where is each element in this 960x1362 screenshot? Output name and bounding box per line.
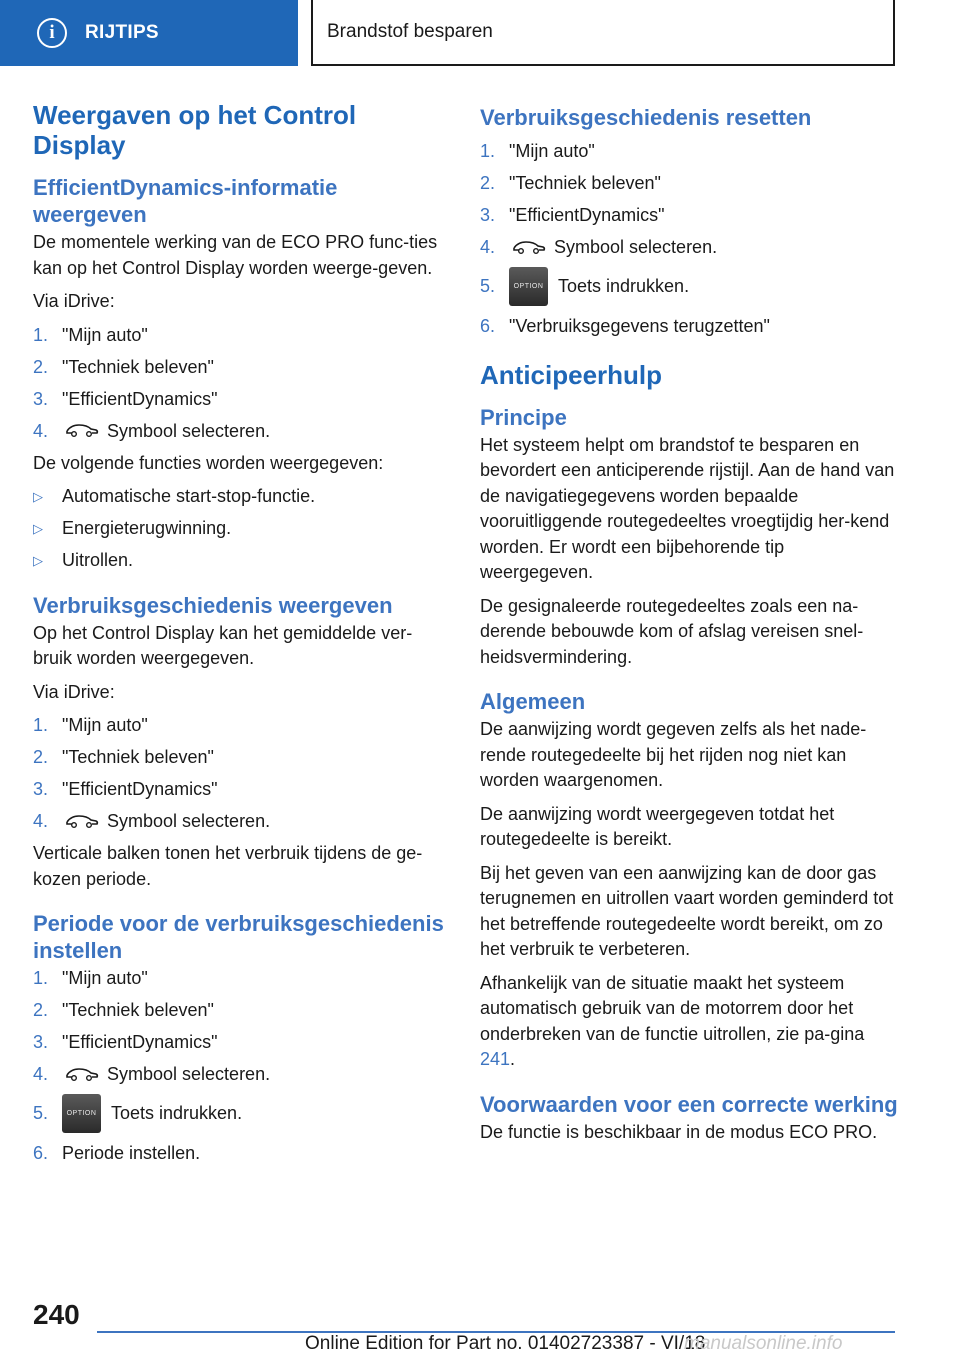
heading-algemeen: Algemeen <box>480 689 586 714</box>
step-text: "Techniek beleven" <box>62 356 214 377</box>
step-number: 1. <box>33 324 49 345</box>
list-item <box>480 203 898 229</box>
car-efficientdynamics-icon <box>512 239 546 257</box>
step-text: Symbool selecteren. <box>107 811 271 831</box>
step-number: 4. <box>33 420 49 441</box>
heading-weergaven: Weergaven op het Control Display <box>33 100 357 160</box>
step-number: 6. <box>33 1143 49 1163</box>
paragraph: De aanwijzing wordt weergegeven totdat het routegedeelte is bereikt. <box>480 803 835 849</box>
chapter-title: Brandstof besparen <box>311 0 895 66</box>
step-number: 3. <box>480 205 496 225</box>
step-text: Toets indrukken. <box>558 275 690 296</box>
step-number: 3. <box>33 388 49 409</box>
step-text: "EfficientDynamics" <box>62 388 218 409</box>
bullet-text: Uitrollen. <box>62 550 134 570</box>
left-column <box>33 100 451 1173</box>
list-item <box>33 998 451 1024</box>
list-item <box>480 267 898 306</box>
triangle-bullet-icon: ▷ <box>33 489 43 504</box>
list-item <box>33 777 451 803</box>
list-item <box>33 548 451 574</box>
page-number: 240 <box>33 1299 80 1330</box>
step-number: 1. <box>480 141 496 161</box>
step-number: 2. <box>33 356 49 377</box>
right-column <box>480 100 898 1153</box>
steps-list <box>33 713 451 835</box>
heading-efficientdynamics: EfficientDynamics-informatie weergeven <box>33 175 338 227</box>
bullet-text: Automatische start-stop-functie. <box>62 486 316 506</box>
list-item <box>33 713 451 739</box>
list-item <box>33 419 451 445</box>
paragraph: De functie is beschikbaar in de modus ECO PRO. <box>480 1121 878 1142</box>
list-item <box>480 314 898 340</box>
section-label: RIJTIPS <box>85 22 159 43</box>
paragraph <box>480 971 898 1073</box>
paragraph: Het systeem helpt om brandstof te besparen en bevordert een anticiperende rijstijl. Aan de hand van de navigatiegegevens worden bepaalde vooruitliggende routegedeeltes vroegtijdig her-kend worden. Er wordt een bijbehorende tip weergegeven. <box>480 434 895 582</box>
car-efficientdynamics-icon <box>65 1066 99 1084</box>
step-number: 4. <box>33 811 49 831</box>
list-item <box>33 966 451 992</box>
triangle-bullet-icon: ▷ <box>33 553 43 568</box>
steps-list <box>33 323 451 445</box>
step-text: "EfficientDynamics" <box>509 205 665 225</box>
step-text: "Techniek beleven" <box>62 1000 214 1020</box>
list-item <box>33 387 451 413</box>
info-icon: i <box>37 18 67 48</box>
section-tab <box>0 0 298 66</box>
step-number: 4. <box>33 1064 49 1084</box>
step-text: "EfficientDynamics" <box>62 1032 218 1052</box>
option-button-icon: OPTION <box>62 1094 101 1133</box>
edition-text: Online Edition for Part no. 01402723387 - VI/18 <box>305 1333 706 1354</box>
bullet-list <box>33 484 451 574</box>
paragraph-text: . <box>510 1049 516 1069</box>
watermark-brand: manualsonline.info <box>684 1333 843 1354</box>
paragraph: De momentele werking van de ECO PRO func-ties kan op het Control Display worden weerge-geven. <box>33 232 438 278</box>
page-link[interactable]: 241 <box>480 1049 511 1069</box>
paragraph: Verticale balken tonen het verbruik tijdens de ge-kozen periode. <box>33 843 423 889</box>
heading-verbruik-weergeven: Verbruiksgeschiedenis weergeven <box>33 592 393 618</box>
step-number: 2. <box>33 747 49 767</box>
page-header <box>0 0 960 66</box>
paragraph: De volgende functies worden weergegeven: <box>33 452 384 473</box>
steps-list <box>33 966 451 1167</box>
step-number: 1. <box>33 715 49 735</box>
step-number: 2. <box>33 1000 49 1020</box>
step-number: 5. <box>480 275 496 296</box>
list-item <box>480 171 898 197</box>
option-button-icon: OPTION <box>509 267 548 306</box>
list-item <box>33 809 451 835</box>
list-item <box>33 323 451 349</box>
step-number: 1. <box>33 968 49 988</box>
triangle-bullet-icon: ▷ <box>33 521 43 536</box>
bullet-text: Energieterugwinning. <box>62 518 232 538</box>
list-item <box>33 745 451 771</box>
step-text: Periode instellen. <box>62 1143 201 1163</box>
step-text: "Mijn auto" <box>62 715 148 735</box>
step-number: 3. <box>33 1032 49 1052</box>
step-text: "Techniek beleven" <box>509 173 661 193</box>
list-item <box>33 1094 451 1133</box>
step-text: "Verbruiksgegevens terugzetten" <box>509 316 770 336</box>
step-text: "Mijn auto" <box>62 324 148 345</box>
list-item <box>33 1030 451 1056</box>
list-item <box>33 1141 451 1167</box>
list-item <box>33 484 451 510</box>
step-text: "EfficientDynamics" <box>62 779 218 799</box>
step-text: "Mijn auto" <box>509 141 595 161</box>
heading-periode-instellen: Periode voor de verbruiksgeschiedenis instellen <box>33 911 444 963</box>
step-text: "Mijn auto" <box>62 968 148 988</box>
list-item <box>33 1062 451 1088</box>
step-number: 6. <box>480 316 496 336</box>
steps-list <box>480 139 898 340</box>
heading-verbruik-resetten: Verbruiksgeschiedenis resetten <box>480 105 812 130</box>
step-text: "Techniek beleven" <box>62 747 214 767</box>
heading-principe: Principe <box>480 404 567 430</box>
paragraph: Op het Control Display kan het gemiddelde ver-bruik worden weergegeven. <box>33 622 413 668</box>
list-item <box>480 139 898 165</box>
step-number: 4. <box>480 237 496 257</box>
step-text: Toets indrukken. <box>111 1102 243 1123</box>
heading-voorwaarden: Voorwaarden voor een correcte werking <box>480 1091 898 1117</box>
heading-anticipeerhulp: Anticipeerhulp <box>480 359 663 390</box>
step-number: 3. <box>33 779 49 799</box>
car-efficientdynamics-icon <box>65 422 99 440</box>
step-text: Symbool selecteren. <box>554 237 718 257</box>
paragraph: Via iDrive: <box>33 681 115 702</box>
car-efficientdynamics-icon <box>65 813 99 831</box>
paragraph: Via iDrive: <box>33 291 115 311</box>
step-number: 5. <box>33 1102 49 1123</box>
step-text: Symbool selecteren. <box>107 420 271 441</box>
paragraph: De aanwijzing wordt gegeven zelfs als het nade-rende routegedeelte bij het rijden nog niet kan worden waargenomen. <box>480 719 867 790</box>
paragraph: De gesignaleerde routegedeeltes zoals een na-derende bebouwde kom of afslag vereisen snel-heidsvermindering. <box>480 595 864 667</box>
list-item <box>480 235 898 261</box>
paragraph: Bij het geven van een aanwijzing kan de door gas terugnemen en uitrollen vaart worden geminderd tot het betreffende routegedeelte wordt bereikt, om zo het verbruik te verbeteren. <box>480 862 894 959</box>
list-item <box>33 516 451 542</box>
step-number: 2. <box>480 173 496 193</box>
paragraph-text: Afhankelijk van de situatie maakt het systeem automatisch gebruik van de motorrem door het onderbreken van de functie uitrollen, zie pa-gina <box>480 972 865 1044</box>
step-text: Symbool selecteren. <box>107 1064 271 1084</box>
list-item <box>33 355 451 381</box>
